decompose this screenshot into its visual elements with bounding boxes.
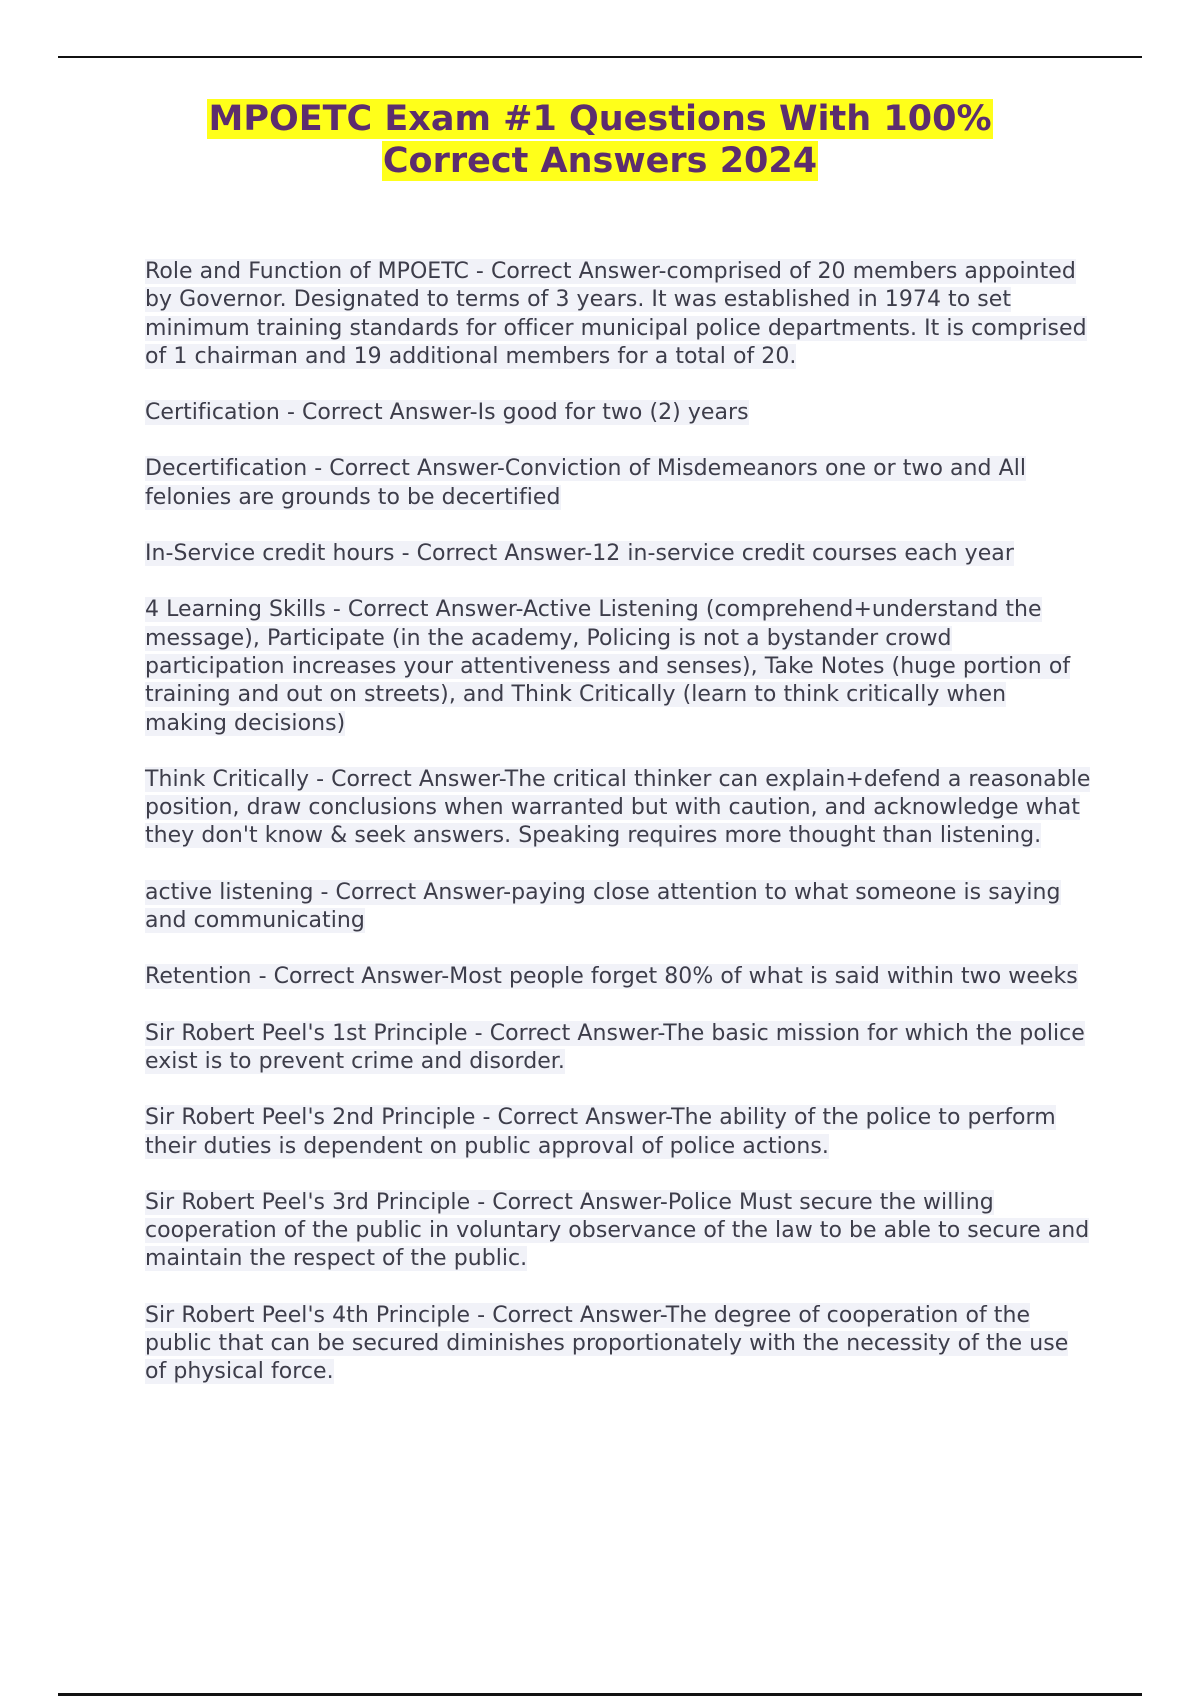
qa-entry-text: 4 Learning Skills - Correct Answer-Active Listening (comprehend+understand the message), Participate (in the academy, Policing is not a bystander crowd participation increases your attentiveness and senses), Take Notes (huge portion of training and out on streets), and Think Critically (learn to think critically when making decisions) [145, 597, 1071, 736]
qa-entry [145, 1020, 1095, 1077]
qa-entry-text: Retention - Correct Answer-Most people forget 80% of what is said within two weeks [145, 964, 1078, 990]
qa-entry [145, 596, 1095, 737]
qa-entry [145, 1302, 1095, 1387]
document-title [150, 98, 1050, 182]
qa-entry [145, 1104, 1095, 1161]
qa-entry-text: Think Critically - Correct Answer-The critical thinker can explain+defend a reasonable position, draw conclusions when warranted but with caution, and acknowledge what they don't know & seek answers. Speaking requires more thought than listening. [145, 766, 1091, 849]
qa-entry [145, 963, 1095, 991]
qa-entry [145, 399, 1095, 427]
qa-entry-text: Certification - Correct Answer-Is good for two (2) years [145, 400, 749, 426]
qa-entry-text: Role and Function of MPOETC - Correct Answer-comprised of 20 members appointed by Governor. Designated to terms of 3 years. It was established in 1974 to set minimum training standards for officer municipal police departments. It is comprised of 1 chairman and 19 additional members for a total of 20. [145, 259, 1087, 369]
qa-entry [145, 879, 1095, 936]
qa-entry [145, 766, 1095, 851]
qa-entry-text: Sir Robert Peel's 2nd Principle - Correct Answer-The ability of the police to perform their duties is dependent on public approval of police actions. [145, 1105, 1056, 1159]
qa-entry-text: Sir Robert Peel's 1st Principle - Correct Answer-The basic mission for which the police exist is to prevent crime and disorder. [145, 1020, 1085, 1074]
qa-entry [145, 540, 1095, 568]
qa-entry-text: In-Service credit hours - Correct Answer-12 in-service credit courses each year [145, 541, 1014, 567]
qa-entry [145, 1189, 1095, 1274]
bottom-rule [58, 1693, 1142, 1696]
qa-entry-text: active listening - Correct Answer-paying close attention to what someone is saying and communicating [145, 879, 1061, 934]
document-title-text: MPOETC Exam #1 Questions With 100% Correct Answers 2024 [208, 99, 992, 181]
qa-entry-text: Sir Robert Peel's 3rd Principle - Correct Answer-Police Must secure the willing cooperation of the public in voluntary observance of the law to be able to secure and maintain the respect of the public. [145, 1189, 1090, 1272]
qa-list [145, 258, 1095, 1415]
qa-entry [145, 455, 1095, 512]
qa-entry-text: Sir Robert Peel's 4th Principle - Correct Answer-The degree of cooperation of the public that can be secured diminishes proportionately with the necessity of the use of physical force. [145, 1302, 1069, 1385]
qa-entry [145, 258, 1095, 371]
top-rule [58, 56, 1142, 58]
qa-entry-text: Decertification - Correct Answer-Conviction of Misdemeanors one or two and All felonies are grounds to be decertified [145, 456, 1027, 510]
